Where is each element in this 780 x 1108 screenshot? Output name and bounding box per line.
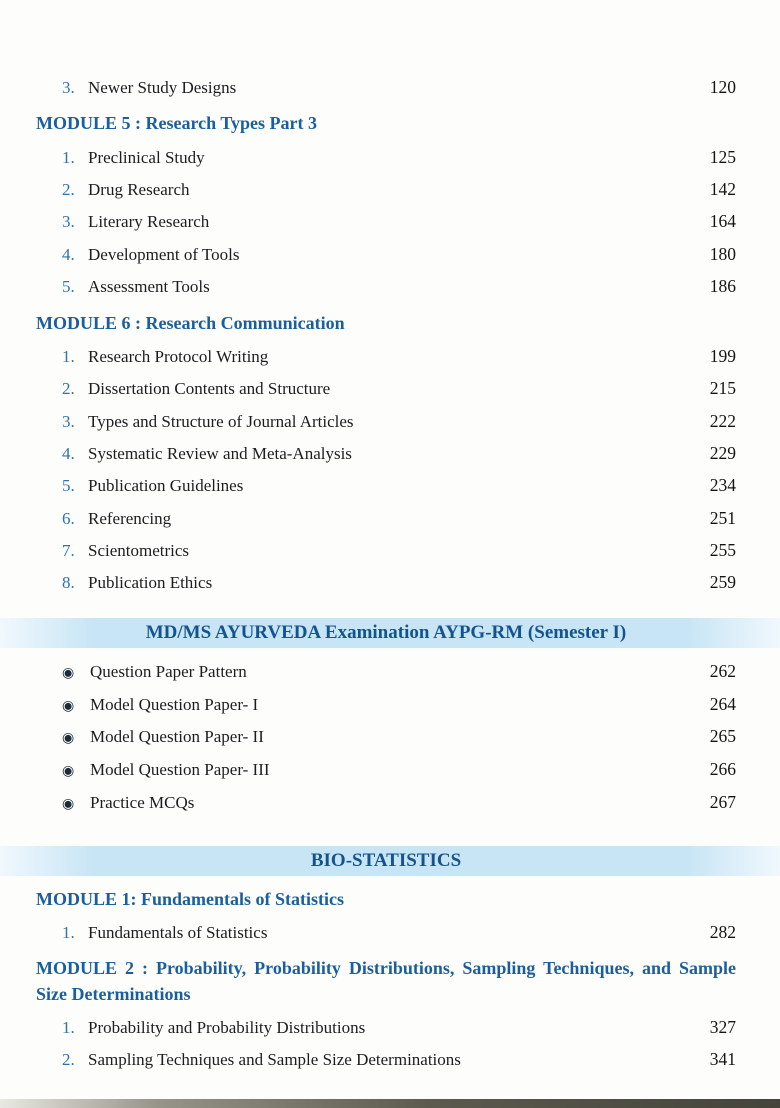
item-title: Research Protocol Writing bbox=[88, 346, 269, 366]
toc-row bbox=[36, 470, 736, 502]
item-title: Model Question Paper- II bbox=[90, 727, 264, 747]
item-page-number: 264 bbox=[709, 693, 736, 714]
item-title: Dissertation Contents and Structure bbox=[88, 379, 331, 399]
target-bullet-icon: ◉ bbox=[62, 665, 75, 681]
item-title: Newer Study Designs bbox=[88, 78, 237, 97]
item-page-number: 215 bbox=[709, 378, 736, 399]
item-page-number: 199 bbox=[709, 345, 736, 366]
item-title: Publication Ethics bbox=[88, 573, 213, 593]
item-title: Fundamentals of Statistics bbox=[88, 923, 268, 943]
biostatistics-section-banner: BIO-STATISTICS bbox=[0, 846, 780, 876]
scan-bottom-edge bbox=[0, 1099, 780, 1108]
item-page-number: 267 bbox=[709, 792, 736, 813]
exam-section-banner: MD/MS AYURVEDA Examination AYPG-RM (Semester I) bbox=[0, 618, 780, 648]
item-number: 1. bbox=[62, 346, 75, 366]
item-number: 6. bbox=[62, 508, 75, 528]
item-title: Referencing bbox=[88, 508, 172, 528]
target-bullet-icon: ◉ bbox=[62, 797, 75, 813]
item-title: Question Paper Pattern bbox=[90, 661, 247, 681]
item-title: Development of Tools bbox=[88, 244, 240, 264]
module-heading: MODULE 5 : Research Types Part 3 bbox=[36, 113, 317, 134]
item-title: Model Question Paper- III bbox=[90, 760, 270, 780]
item-number: 4. bbox=[62, 443, 75, 463]
toc-row bbox=[36, 271, 736, 303]
item-page-number: 186 bbox=[709, 276, 736, 297]
toc-row bbox=[36, 406, 736, 438]
item-number: 3. bbox=[62, 411, 75, 431]
item-page-number: 251 bbox=[709, 507, 736, 528]
item-page-number: 259 bbox=[709, 572, 736, 593]
item-title: Assessment Tools bbox=[88, 277, 210, 297]
item-number: 5. bbox=[62, 476, 75, 496]
item-title: Sampling Techniques and Sample Size Determinations bbox=[88, 1050, 461, 1070]
toc-row bbox=[36, 174, 736, 206]
item-title: Scientometrics bbox=[88, 541, 190, 561]
item-title: Types and Structure of Journal Articles bbox=[88, 411, 354, 431]
item-title: Practice MCQs bbox=[90, 793, 195, 813]
item-number: 3. bbox=[62, 212, 75, 232]
item-number: 4. bbox=[62, 244, 75, 264]
item-page-number: 341 bbox=[709, 1049, 736, 1070]
item-page-number: 327 bbox=[709, 1016, 736, 1037]
toc-row bbox=[36, 689, 736, 722]
toc-row bbox=[36, 754, 736, 787]
item-title: Model Question Paper- I bbox=[90, 694, 259, 714]
toc-row bbox=[36, 438, 736, 470]
item-page-number: 164 bbox=[709, 211, 736, 232]
item-number: 2. bbox=[62, 379, 75, 399]
toc-row bbox=[36, 567, 736, 599]
toc-row bbox=[36, 917, 736, 949]
item-number: 1. bbox=[62, 923, 75, 943]
target-bullet-icon: ◉ bbox=[62, 731, 75, 747]
toc-row bbox=[36, 1044, 736, 1076]
item-number: 1. bbox=[62, 1017, 75, 1037]
module-heading: MODULE 6 : Research Communication bbox=[36, 312, 345, 333]
item-page-number: 229 bbox=[709, 442, 736, 463]
item-page-number: 142 bbox=[709, 178, 736, 199]
item-number: 5. bbox=[62, 277, 75, 297]
item-title: Publication Guidelines bbox=[88, 476, 244, 496]
item-number: 3. bbox=[62, 78, 75, 97]
item-number: 1. bbox=[62, 147, 75, 167]
module-heading: MODULE 1: Fundamentals of Statistics bbox=[36, 888, 345, 909]
toc-row bbox=[36, 1012, 736, 1044]
toc-row bbox=[36, 142, 736, 174]
target-bullet-icon: ◉ bbox=[62, 764, 75, 780]
item-title: Probability and Probability Distributions bbox=[88, 1017, 366, 1037]
item-page-number: 222 bbox=[709, 410, 736, 431]
item-number: 2. bbox=[62, 179, 75, 199]
item-title: Preclinical Study bbox=[88, 147, 205, 167]
item-page-number: 125 bbox=[709, 146, 736, 167]
item-page-number: 180 bbox=[709, 243, 736, 264]
item-title: Systematic Review and Meta-Analysis bbox=[88, 443, 352, 463]
target-bullet-icon: ◉ bbox=[62, 698, 75, 714]
item-page-number: 282 bbox=[709, 922, 736, 943]
item-page-number: 265 bbox=[709, 726, 736, 747]
item-title: Drug Research bbox=[88, 179, 190, 199]
item-page-number: 262 bbox=[709, 660, 736, 681]
item-number: 8. bbox=[62, 573, 75, 593]
toc-row bbox=[36, 503, 736, 535]
toc-row bbox=[36, 787, 736, 820]
toc-row bbox=[36, 341, 736, 373]
toc-row bbox=[36, 72, 736, 104]
item-page-number: 266 bbox=[709, 759, 736, 780]
item-page-number: 255 bbox=[709, 540, 736, 561]
toc-row bbox=[36, 535, 736, 567]
toc-row bbox=[36, 721, 736, 754]
module-heading: MODULE 2 : Probability, Probability Distributions, Sampling Techniques, and Sample Size Determinations bbox=[36, 958, 736, 1004]
toc-row bbox=[36, 656, 736, 689]
item-page-number: 234 bbox=[709, 475, 736, 496]
toc-row bbox=[36, 373, 736, 405]
item-number: 2. bbox=[62, 1050, 75, 1070]
toc-row bbox=[36, 239, 736, 271]
toc-row bbox=[36, 206, 736, 238]
item-page-number: 120 bbox=[709, 77, 736, 97]
item-title: Literary Research bbox=[88, 212, 210, 232]
item-number: 7. bbox=[62, 541, 75, 561]
